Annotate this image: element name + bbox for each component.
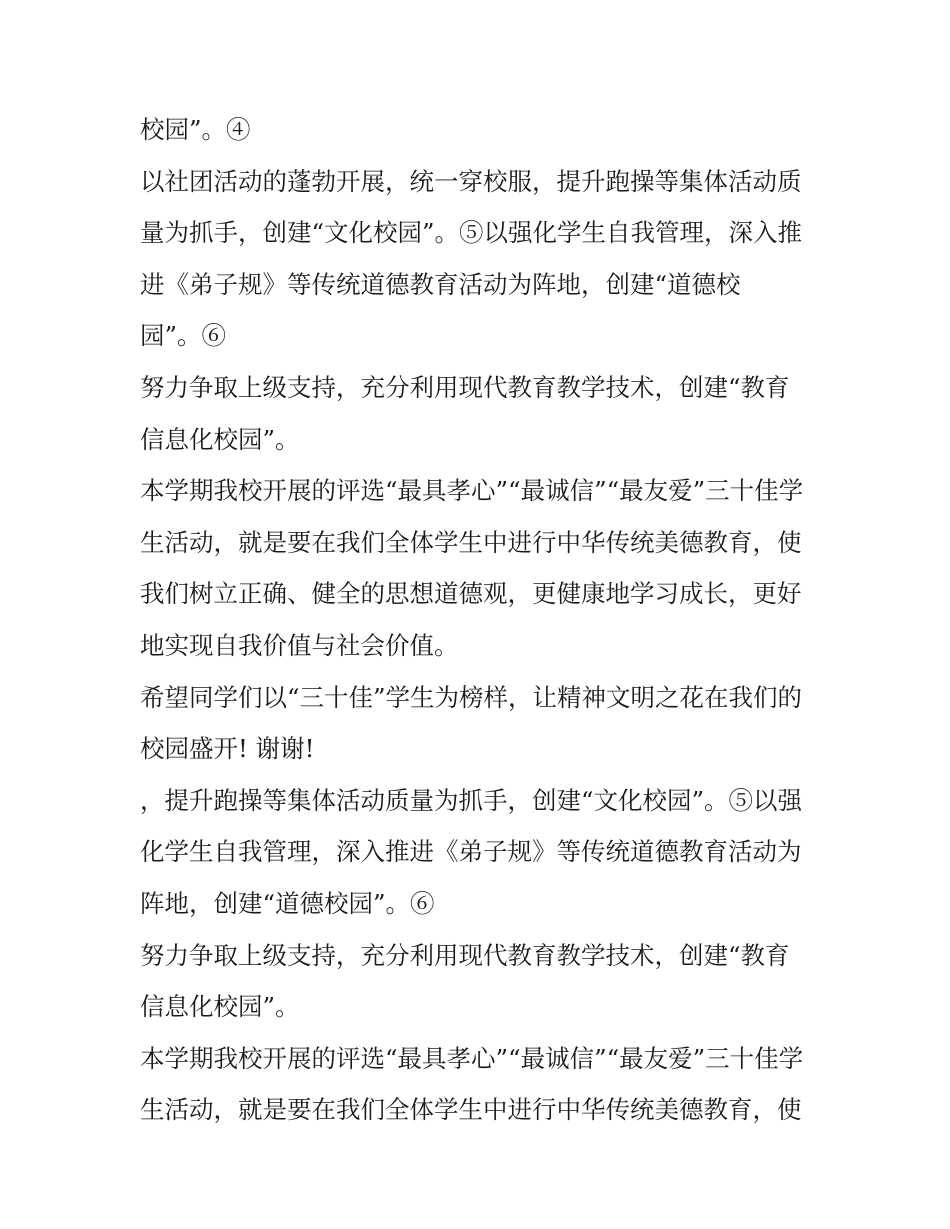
text-line: 阵地，创建“道德校园”。⑥ <box>140 888 435 918</box>
text-line: 以社团活动的蓬勃开展，统一穿校服，提升跑操等集体活动质 <box>140 166 802 196</box>
text-line: 校园”。④ <box>140 115 251 144</box>
text-line: 努力争取上级支持，充分利用现代教育教学技术，创建“教育 <box>140 372 790 402</box>
text-line: 量为抓手，创建“文化校园”。⑤以强化学生自我管理，深入推 <box>140 218 803 248</box>
text-line: 我们树立正确、健全的思想道德观，更健康地学习成长，更好 <box>140 579 802 609</box>
text-line: 进《弟子规》等传统道德教育活动为阵地，创建“道德校 <box>140 269 741 299</box>
text-line: 本学期我校开展的评选“最具孝心”“最诚信”“最友爱”三十佳学 <box>140 476 804 506</box>
text-line: 园”。⑥ <box>140 321 227 351</box>
text-line: 校园盛开! 谢谢! <box>140 734 315 764</box>
text-line: ，提升跑操等集体活动质量为抓手，创建“文化校园”。⑤以强 <box>140 785 803 815</box>
text-line: 本学期我校开展的评选“最具孝心”“最诚信”“最友爱”三十佳学 <box>140 1043 804 1073</box>
text-line: 地实现自我价值与社会价值。 <box>140 630 459 660</box>
text-line: 生活动，就是要在我们全体学生中进行中华传统美德教育，使 <box>140 527 802 557</box>
text-line: 希望同学们以“三十佳”学生为榜样，让精神文明之花在我们的 <box>140 682 803 712</box>
text-line: 信息化校园”。 <box>140 424 300 454</box>
text-line: 化学生自我管理，深入推进《弟子规》等传统道德教育活动为 <box>140 837 802 867</box>
text-line: 信息化校园”。 <box>140 992 300 1022</box>
text-line: 努力争取上级支持，充分利用现代教育教学技术，创建“教育 <box>140 940 790 970</box>
body-text <box>140 108 830 1140</box>
text-line: 生活动，就是要在我们全体学生中进行中华传统美德教育，使 <box>140 1095 802 1125</box>
